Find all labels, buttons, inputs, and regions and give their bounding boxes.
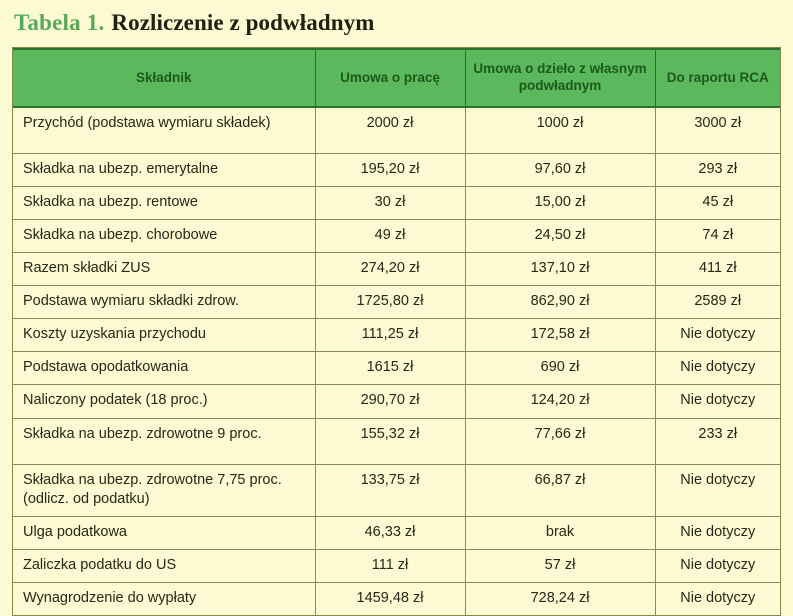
cell-skladnik: Razem składki ZUS <box>13 252 315 285</box>
cell-umowa-o-prace: 2000 zł <box>315 107 465 153</box>
cell-umowa-o-prace: 1459,48 zł <box>315 583 465 616</box>
table-header-row <box>13 49 780 107</box>
cell-skladnik: Koszty uzyskania przychodu <box>13 319 315 352</box>
cell-umowa-o-dzielo: 124,20 zł <box>465 385 655 418</box>
table-row <box>13 583 780 616</box>
cell-do-raportu-rca: 411 zł <box>655 252 780 285</box>
table-row <box>13 153 780 186</box>
cell-umowa-o-prace: 1725,80 zł <box>315 286 465 319</box>
table-header <box>13 49 780 107</box>
cell-umowa-o-prace: 49 zł <box>315 219 465 252</box>
table-row <box>13 107 780 153</box>
cell-umowa-o-prace: 46,33 zł <box>315 516 465 549</box>
table-row <box>13 252 780 285</box>
cell-umowa-o-dzielo: 77,66 zł <box>465 418 655 464</box>
table-row <box>13 385 780 418</box>
table-row <box>13 418 780 464</box>
cell-umowa-o-prace: 290,70 zł <box>315 385 465 418</box>
table-row <box>13 549 780 582</box>
cell-do-raportu-rca: Nie dotyczy <box>655 583 780 616</box>
cell-umowa-o-dzielo: 97,60 zł <box>465 153 655 186</box>
cell-umowa-o-dzielo: 172,58 zł <box>465 319 655 352</box>
table-row <box>13 319 780 352</box>
cell-skladnik: Podstawa wymiaru składki zdrow. <box>13 286 315 319</box>
page-title <box>14 6 374 40</box>
cell-umowa-o-prace: 1615 zł <box>315 352 465 385</box>
cell-skladnik: Zaliczka podatku do US <box>13 549 315 582</box>
cell-umowa-o-prace: 195,20 zł <box>315 153 465 186</box>
table-title-text: Rozliczenie z podwładnym <box>111 10 375 35</box>
cell-umowa-o-prace: 30 zł <box>315 186 465 219</box>
cell-umowa-o-dzielo: 66,87 zł <box>465 464 655 516</box>
cell-umowa-o-dzielo: 1000 zł <box>465 107 655 153</box>
cell-do-raportu-rca: Nie dotyczy <box>655 516 780 549</box>
cell-skladnik: Składka na ubezp. rentowe <box>13 186 315 219</box>
cell-do-raportu-rca: 2589 zł <box>655 286 780 319</box>
cell-umowa-o-dzielo: brak <box>465 516 655 549</box>
cell-umowa-o-dzielo: 728,24 zł <box>465 583 655 616</box>
table-row <box>13 186 780 219</box>
cell-do-raportu-rca: Nie dotyczy <box>655 385 780 418</box>
cell-skladnik: Naliczony podatek (18 proc.) <box>13 385 315 418</box>
table-body <box>13 107 780 615</box>
cell-umowa-o-dzielo: 15,00 zł <box>465 186 655 219</box>
column-header-umowa-o-prace: Umowa o pracę <box>315 49 465 107</box>
cell-do-raportu-rca: Nie dotyczy <box>655 549 780 582</box>
cell-skladnik: Składka na ubezp. zdrowotne 7,75 proc. (odlicz. od podatku) <box>13 464 315 516</box>
table-row <box>13 516 780 549</box>
cell-umowa-o-prace: 274,20 zł <box>315 252 465 285</box>
cell-do-raportu-rca: 233 zł <box>655 418 780 464</box>
table-row <box>13 219 780 252</box>
column-header-do-raportu-rca: Do raportu RCA <box>655 49 780 107</box>
cell-skladnik: Przychód (podstawa wymiaru składek) <box>13 107 315 153</box>
settlement-table <box>13 48 780 615</box>
cell-do-raportu-rca: 45 zł <box>655 186 780 219</box>
cell-umowa-o-dzielo: 862,90 zł <box>465 286 655 319</box>
table-row <box>13 464 780 516</box>
cell-do-raportu-rca: 74 zł <box>655 219 780 252</box>
column-header-umowa-o-dzielo: Umowa o dzieło z własnym podwładnym <box>465 49 655 107</box>
cell-umowa-o-dzielo: 57 zł <box>465 549 655 582</box>
cell-skladnik: Składka na ubezp. emerytalne <box>13 153 315 186</box>
cell-skladnik: Składka na ubezp. zdrowotne 9 proc. <box>13 418 315 464</box>
cell-umowa-o-dzielo: 24,50 zł <box>465 219 655 252</box>
cell-do-raportu-rca: Nie dotyczy <box>655 352 780 385</box>
table-number-label: Tabela 1. <box>14 10 105 35</box>
cell-skladnik: Składka na ubezp. chorobowe <box>13 219 315 252</box>
cell-umowa-o-dzielo: 137,10 zł <box>465 252 655 285</box>
table-row <box>13 286 780 319</box>
column-header-skladnik: Składnik <box>13 49 315 107</box>
cell-skladnik: Wynagrodzenie do wypłaty <box>13 583 315 616</box>
cell-skladnik: Ulga podatkowa <box>13 516 315 549</box>
cell-do-raportu-rca: Nie dotyczy <box>655 319 780 352</box>
cell-umowa-o-dzielo: 690 zł <box>465 352 655 385</box>
cell-umowa-o-prace: 111 zł <box>315 549 465 582</box>
cell-umowa-o-prace: 155,32 zł <box>315 418 465 464</box>
settlement-table-container <box>12 47 781 616</box>
cell-umowa-o-prace: 133,75 zł <box>315 464 465 516</box>
cell-do-raportu-rca: 3000 zł <box>655 107 780 153</box>
cell-do-raportu-rca: Nie dotyczy <box>655 464 780 516</box>
table-row <box>13 352 780 385</box>
cell-umowa-o-prace: 111,25 zł <box>315 319 465 352</box>
cell-skladnik: Podstawa opodatkowania <box>13 352 315 385</box>
cell-do-raportu-rca: 293 zł <box>655 153 780 186</box>
